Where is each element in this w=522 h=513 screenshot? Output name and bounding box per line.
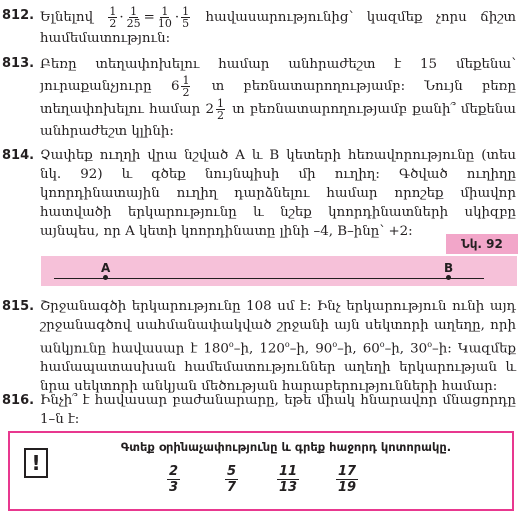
problem-813 [0, 54, 516, 142]
sequence-fraction: 17 19 [338, 464, 357, 495]
problem-number: 815. [2, 299, 35, 314]
fraction: $\frac{1}{2}$ [182, 74, 190, 99]
problem-814 [0, 146, 516, 241]
figure-label: Նկ. 92 [446, 234, 518, 254]
point-b-marker [446, 275, 451, 280]
problem-number: 816. [2, 393, 35, 408]
straight-line [54, 278, 484, 279]
point-a-marker [103, 275, 108, 280]
sequence-fraction: 5 7 [227, 464, 237, 495]
problem-815 [0, 297, 516, 396]
sequence-fraction: 2 3 [169, 464, 179, 495]
fraction: $\frac{1}{2}$ [217, 97, 224, 122]
notice-title: Գտեք օրինաչափությունը և գրեք հաջորդ կոտորակը. [120, 440, 452, 454]
problem-number: 812. [2, 8, 35, 23]
problem-812 [0, 6, 516, 48]
problem-text: Բեռը տեղափոխելու համար անհրաժեշտ է 15 մեքենա՝ յուրաքանչյուրը 6 $\frac{1}{2}$ տ բեռնատարողությամբ: Նույն բեռը տեղափոխելու համար 2 $\frac{1}{2}$ տ բեռնատարողությամբ քանի՞ մեքենա անհրաժեշտ կլինի: [40, 57, 517, 139]
fraction: $\frac{1}{5}$ [182, 5, 190, 30]
point-a-label: A [101, 261, 111, 275]
fraction: $\frac{1}{10}$ [157, 5, 172, 30]
problem-text: Չափեք ուղղի վրա նշված A և B կետերի հեռավորությունը (տես նկ. 92) և գծեք նույնպիսի մի ուղիղ: Գծված ուղիղը կոորդինատային ուղիղ դարձնելու համար որոշեք միավոր հատվածի երկարությունը և նշեք կոորդինատների սկիզբը այնպես, որ A կետի կոորդինատը լինի –4, B–ինը՝ +2: [40, 148, 516, 239]
sequence-fraction: 11 13 [279, 464, 298, 495]
problem-number: 813. [2, 56, 35, 71]
problem-816 [0, 391, 516, 429]
problem-text: Շրջանագծի երկարությունը 108 սմ է: Ինչ երկարություն ունի այդ շրջանագծով սահմանափակված շրջանի այն սեկտորի աղեղը, որի անկյունը հավասար է 180$^o$–ի, 120$^o$–ի, 90$^o$–ի, 60$^o$–ի, 30$^o$–ի: Կազմեք համապատասխան համեմատություններ աղեղի երկարության և նրա սեկտորի անկյան մեծության հարաբերությունների համար: [40, 299, 517, 395]
exclamation-icon: ! [24, 448, 48, 478]
fraction: $\frac{1}{25}$ [126, 5, 141, 30]
problem-text: Ելնելով $\frac{1}{2}$ · $\frac{1}{25}$ = $\frac{1}{10}$ · $\frac{1}{5}$ հավասարությունից՝ կազմեք չորս ճիշտ համեմատություն: [40, 5, 516, 46]
point-b-label: B [444, 261, 454, 275]
problem-number: 814. [2, 148, 35, 163]
problem-text: Ինչի՞ է հավասար բաժանարարը, եթե միակ հնարավոր մնացորդը 1–ն է: [40, 393, 516, 427]
fraction: $\frac{1}{2}$ [109, 5, 117, 30]
